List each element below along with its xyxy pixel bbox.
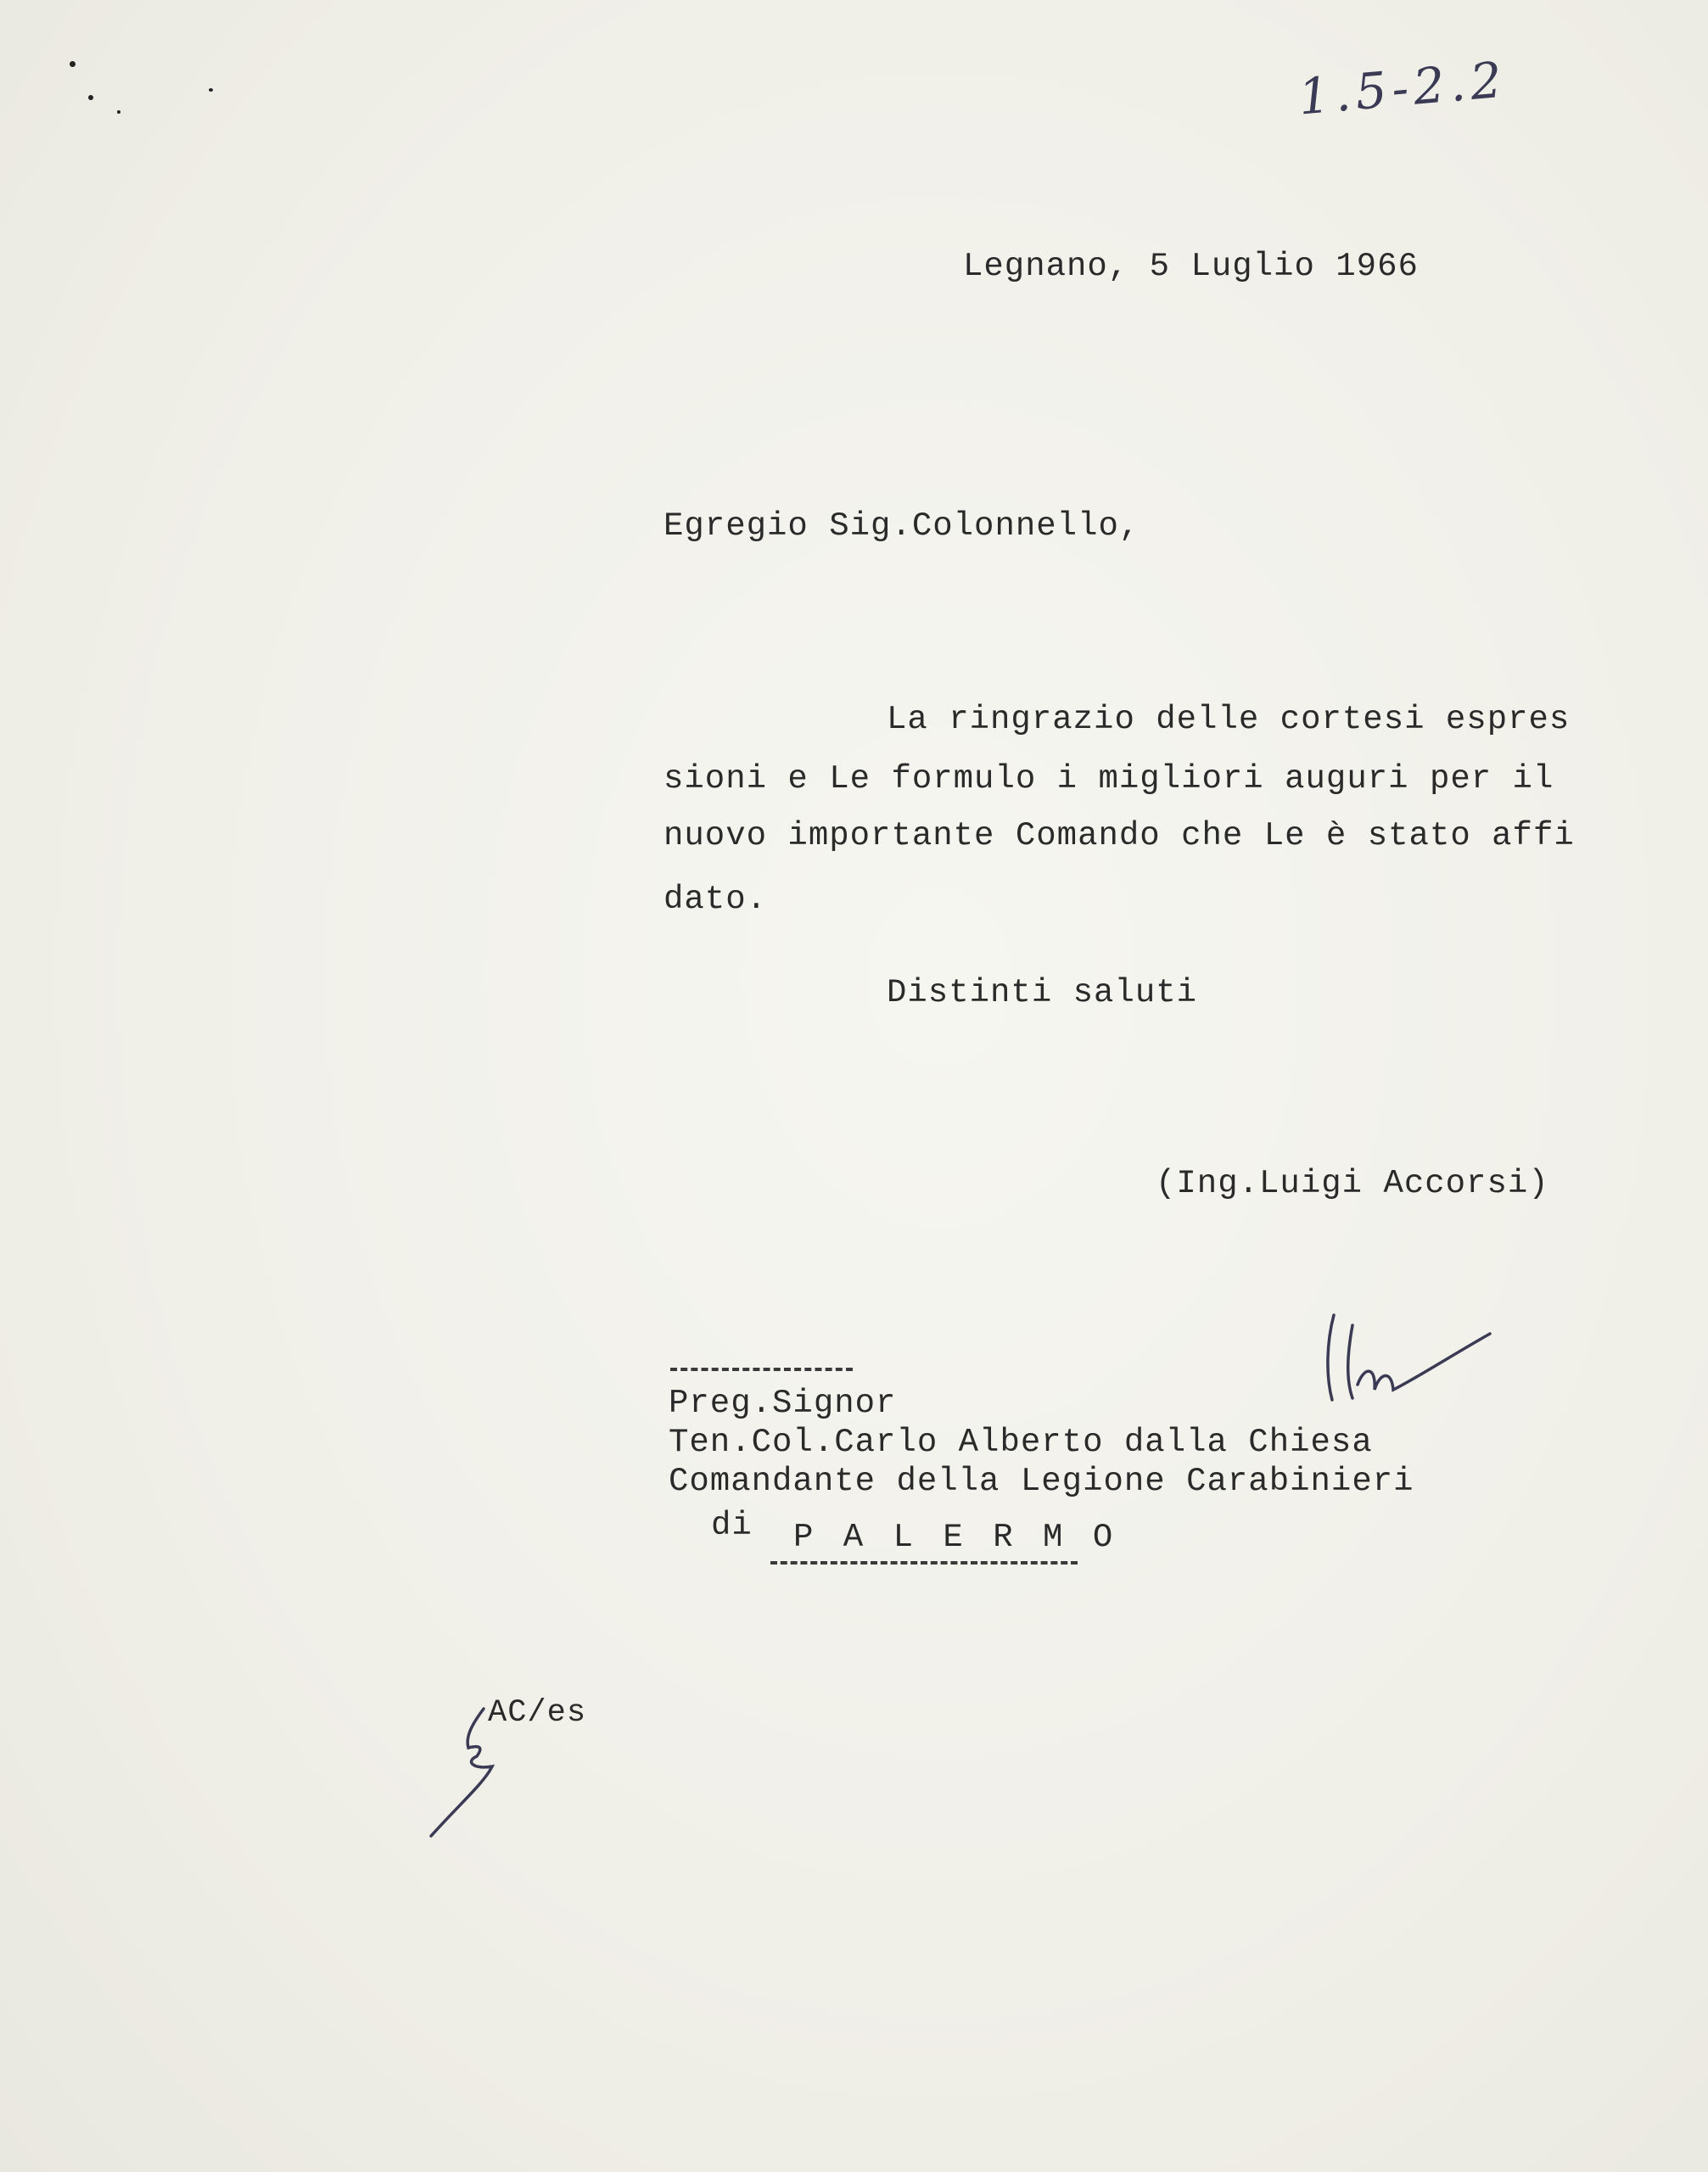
archive-mark: 1.5-2.2 — [1296, 50, 1509, 126]
addressee-city: P A L E R M O — [793, 1519, 1118, 1556]
signatory: (Ing.Luigi Accorsi) — [1156, 1165, 1549, 1202]
addressee-line: Comandante della Legione Carabinieri — [669, 1463, 1414, 1500]
handwritten-signature — [1324, 1307, 1493, 1417]
city-underline — [770, 1561, 1078, 1565]
reference-initials: AC/es — [488, 1695, 587, 1731]
paper-speck — [209, 88, 213, 92]
addressee-di: di — [711, 1507, 753, 1544]
addressee-line: Ten.Col.Carlo Alberto dalla Chiesa — [669, 1424, 1373, 1461]
date-line: Legnano, 5 Luglio 1966 — [963, 248, 1419, 285]
paper-speck — [70, 61, 76, 67]
body-line: nuovo importante Comando che Le è stato affi — [664, 817, 1575, 854]
body-line: La ringrazio delle cortesi espres — [887, 701, 1571, 738]
addressee-line: Preg.Signor — [669, 1385, 897, 1422]
paper-speck — [117, 110, 120, 114]
closing: Distinti saluti — [887, 974, 1198, 1011]
body-line: dato. — [664, 881, 768, 918]
handwritten-initial — [424, 1705, 518, 1841]
salutation: Egregio Sig.Colonnello, — [664, 507, 1140, 545]
body-line: sioni e Le formulo i migliori auguri per il — [664, 760, 1554, 798]
paper-speck — [88, 95, 93, 100]
addressee-rule — [670, 1368, 853, 1371]
